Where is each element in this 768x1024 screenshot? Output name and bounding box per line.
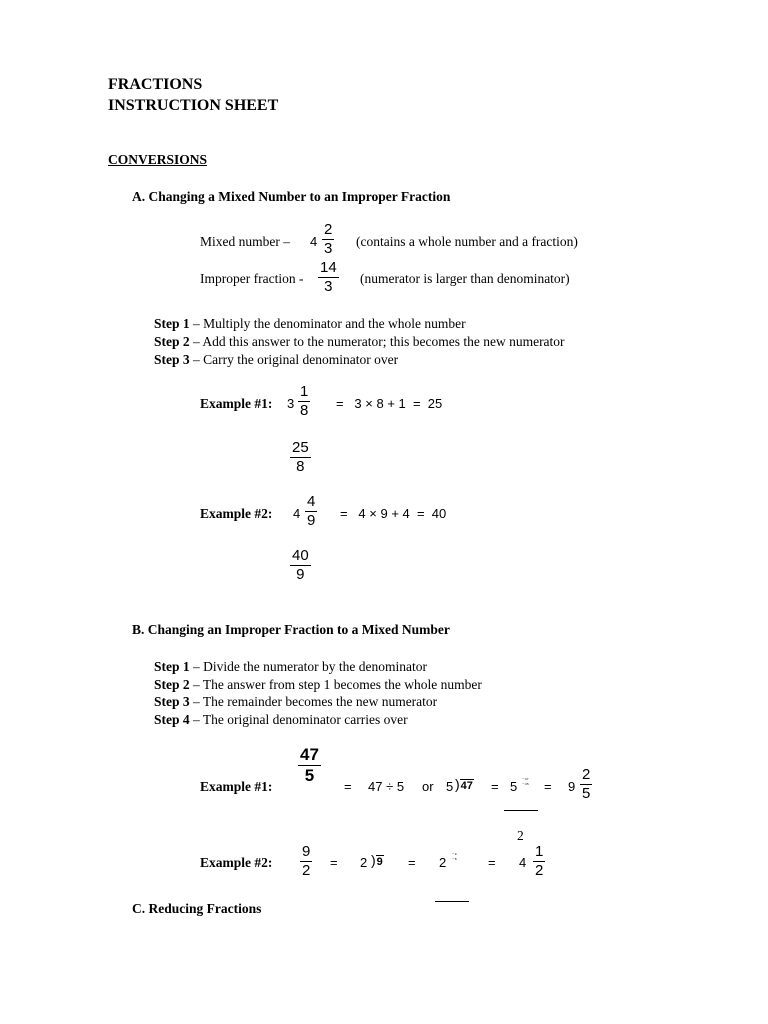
b-example-2-answer-numerator: 1 <box>535 843 544 860</box>
section-b-step-3: Step 3 – The remainder becomes the new numerator <box>154 694 438 709</box>
b-example-1-equals-2: = <box>491 779 499 794</box>
b-example-2-divisor: 2 <box>360 855 368 870</box>
section-b-step-4: Step 4 – The original denominator carries over <box>154 712 408 727</box>
b-example-1-numerator: 47 <box>300 745 319 764</box>
b-example-1-long-division <box>455 776 474 794</box>
a-example-2-result-numerator: 40 <box>292 547 309 564</box>
b-example-1-answer-fraction <box>580 767 592 802</box>
improper-denominator: 3 <box>324 277 333 295</box>
b-example-1-equals-1: = <box>344 779 352 794</box>
a-example-2-result-denominator: 9 <box>296 565 305 583</box>
a-example-1-result-numerator: 25 <box>292 439 309 456</box>
b-example-1-division: 47 ÷ 5 <box>368 779 405 794</box>
page-title-line1: FRACTIONS <box>108 76 203 93</box>
a-example-2-equation: = 4 × 9 + 4 = 40 <box>340 506 447 521</box>
b-example-1-dividend: 47 <box>460 780 473 792</box>
b-example-2-long-division <box>371 852 384 870</box>
a-example-2-whole: 4 <box>293 506 301 521</box>
b-example-2-equals-2: = <box>408 855 416 870</box>
a-example-1-whole: 3 <box>287 396 295 411</box>
b-example-2-answer-whole: 4 <box>519 855 527 870</box>
section-b-step-1: Step 1 – Divide the numerator by the denominator <box>154 659 427 674</box>
b-example-2-denominator: 2 <box>302 861 311 879</box>
section-b-heading: B. Changing an Improper Fraction to a Mixed Number <box>132 622 450 637</box>
floating-two: 2 <box>517 828 524 843</box>
a-example-1-label: Example #1: <box>200 396 273 411</box>
b-example-2-equals-1: = <box>330 855 338 870</box>
a-example-1-equation: = 3 × 8 + 1 = 25 <box>336 396 443 411</box>
a-example-2-label: Example #2: <box>200 506 273 521</box>
mixed-number-label: Mixed number – <box>200 234 290 249</box>
conversions-heading: CONVERSIONS <box>108 152 208 167</box>
mixed-number-note: (contains a whole number and a fraction) <box>356 234 578 249</box>
a-example-1-result <box>290 440 311 475</box>
mixed-number-numerator: 2 <box>324 221 333 238</box>
b-example-1-fraction <box>298 746 321 785</box>
b-example-2-answer-denominator: 2 <box>535 861 544 879</box>
division-bracket: ) <box>371 852 376 868</box>
improper-numerator: 14 <box>320 259 337 276</box>
a-example-2-denominator: 9 <box>307 511 316 529</box>
mixed-number-fraction <box>322 222 334 257</box>
division-bracket: ) <box>455 776 460 792</box>
b-example-2-mini-division-work: ⁻⁹ ⁻⁸ <box>452 852 457 863</box>
b-example-2-numerator: 9 <box>302 843 311 860</box>
a-example-1-numerator: 1 <box>300 383 309 400</box>
mixed-number-denominator: 3 <box>324 239 333 257</box>
page-title-line2: INSTRUCTION SHEET <box>108 97 279 114</box>
b-example-2-label: Example #2: <box>200 855 273 870</box>
underline-rule <box>504 810 538 811</box>
a-example-2-result <box>290 548 311 583</box>
a-example-1-result-denominator: 8 <box>296 457 305 475</box>
b-example-1-label: Example #1: <box>200 779 273 794</box>
b-example-1-denominator: 5 <box>304 765 315 785</box>
b-example-1-or: or <box>422 779 434 794</box>
improper-fraction-label: Improper fraction - <box>200 271 304 286</box>
improper-fraction <box>318 260 339 295</box>
b-example-2-answer-fraction <box>533 844 545 879</box>
section-c-heading: C. Reducing Fractions <box>132 901 262 916</box>
b-example-1-equals-3: = <box>544 779 552 794</box>
improper-fraction-note: (numerator is larger than denominator) <box>360 271 570 286</box>
b-example-2-fraction <box>300 844 312 879</box>
a-example-1-denominator: 8 <box>300 401 309 419</box>
mixed-number-whole: 4 <box>310 234 318 249</box>
section-a-step-3: Step 3 – Carry the original denominator over <box>154 352 399 367</box>
b-example-1-mini-division-work: ⁻⁴⁷ ⁻⁴⁵ <box>522 777 529 788</box>
b-example-2-quotient: 2 <box>439 855 447 870</box>
b-example-1-answer-numerator: 2 <box>582 766 591 783</box>
b-example-2-equals-3: = <box>488 855 496 870</box>
section-a-step-2: Step 2 – Add this answer to the numerator; this becomes the new numerator <box>154 334 565 349</box>
a-example-1-fraction <box>298 384 310 419</box>
section-b-step-2: Step 2 – The answer from step 1 becomes the whole number <box>154 677 482 692</box>
section-a-heading: A. Changing a Mixed Number to an Improper Fraction <box>132 189 451 204</box>
b-example-2-dividend: 9 <box>376 856 383 868</box>
section-a-step-1: Step 1 – Multiply the denominator and the whole number <box>154 316 466 331</box>
b-example-1-quotient: 5 <box>510 779 518 794</box>
b-example-1-answer-whole: 9 <box>568 779 576 794</box>
a-example-2-numerator: 4 <box>307 493 316 510</box>
b-example-1-divisor: 5 <box>446 779 454 794</box>
underline-rule <box>435 901 469 902</box>
b-example-1-answer-denominator: 5 <box>582 784 591 802</box>
a-example-2-fraction <box>305 494 317 529</box>
